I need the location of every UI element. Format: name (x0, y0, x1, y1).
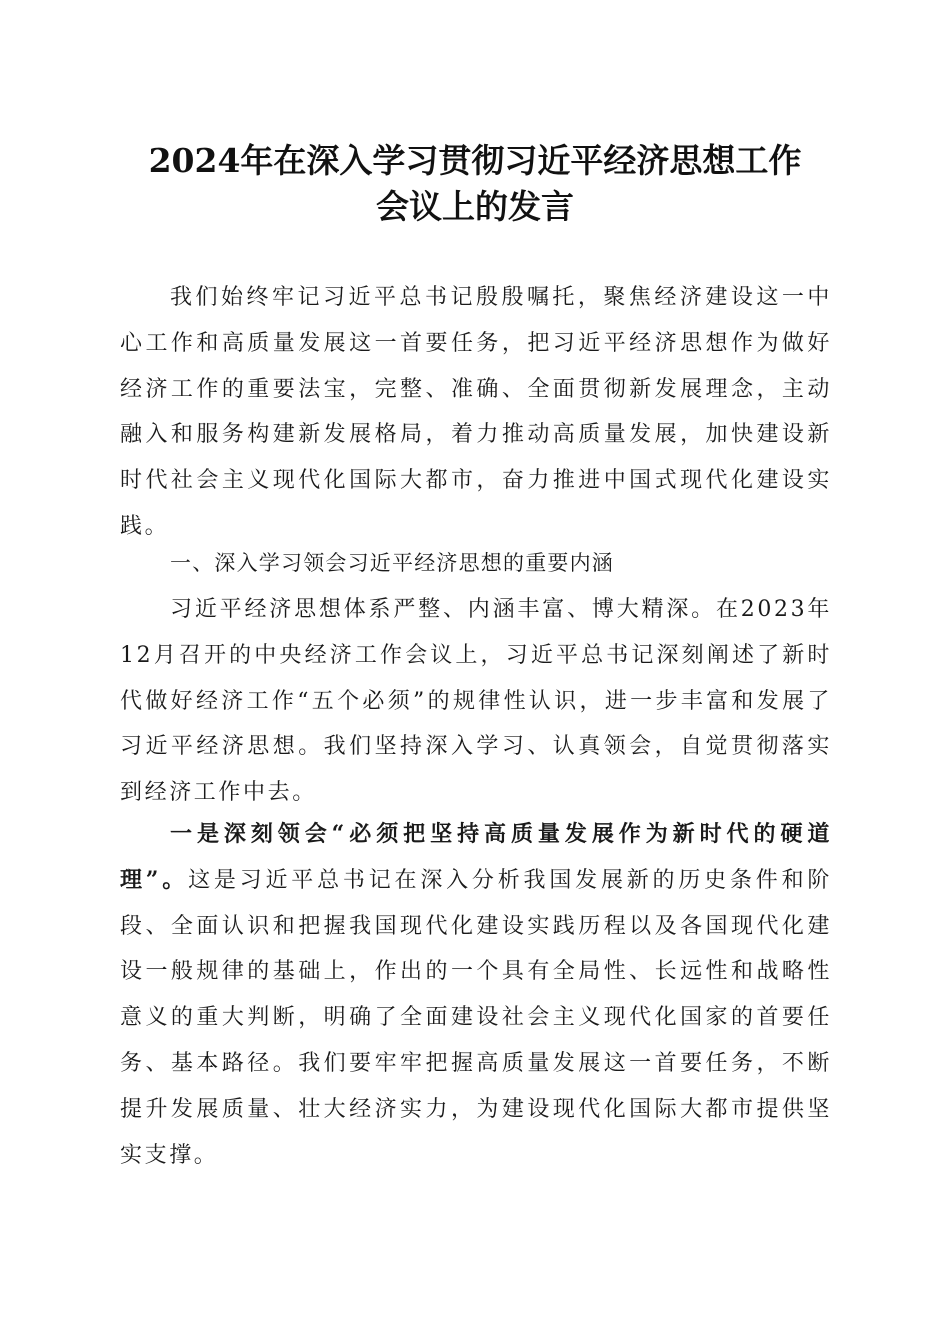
intro-paragraph: 我们始终牢记习近平总书记殷殷嘱托，聚焦经济建设这一中心工作和高质量发展这一首要任务，把习近平经济思想作为做好经济工作的重要法宝，完整、准确、全面贯彻新发展理念，主动融入和服务构建新发展格局，着力推动高质量发展，加快建设新时代社会主义现代化国际大都市，奋力推进中国式现代化建设实践。 (120, 285, 832, 539)
point-one-text: 这是习近平总书记在深入分析我国发展新的历史条件和阶段、全面认识和把握我国现代化建设实践历程以及各国现代化建设一般规律的基础上，作出的一个具有全局性、长远性和战略性意义的重大判断，明确了全面建设社会主义现代化国家的首要任务、基本路径。我们要牢牢把握高质量发展这一首要任务，不断提升发展质量、壮大经济实力，为建设现代化国际大都市提供坚实支撑。 (120, 867, 832, 1168)
document-title (0, 138, 950, 230)
section-heading-1: 一、深入学习领会习近平经济思想的重要内涵 (170, 551, 614, 575)
section-paragraph: 习近平经济思想体系严整、内涵丰富、博大精深。在2023年12月召开的中央经济工作会议上，习近平总书记深刻阐述了新时代做好经济工作“五个必须”的规律性认识，进一步丰富和发展了习近平经济思想。我们坚持深入学习、认真领会，自觉贯彻落实到经济工作中去。 (120, 597, 832, 806)
point-one-block (120, 812, 832, 1178)
section-heading-block (120, 541, 832, 587)
section-body-block (120, 587, 832, 816)
intro-paragraph-block (120, 275, 832, 550)
title-line-2: 会议上的发言 (376, 187, 574, 226)
point-one-lead: 一是深刻领会“必须把坚持高质量发展作为新时代的硬道理”。 (120, 821, 832, 893)
point-one-paragraph (120, 812, 832, 1178)
title-line-1: 2024年在深入学习贯彻习近平经济思想工作 (148, 141, 802, 180)
